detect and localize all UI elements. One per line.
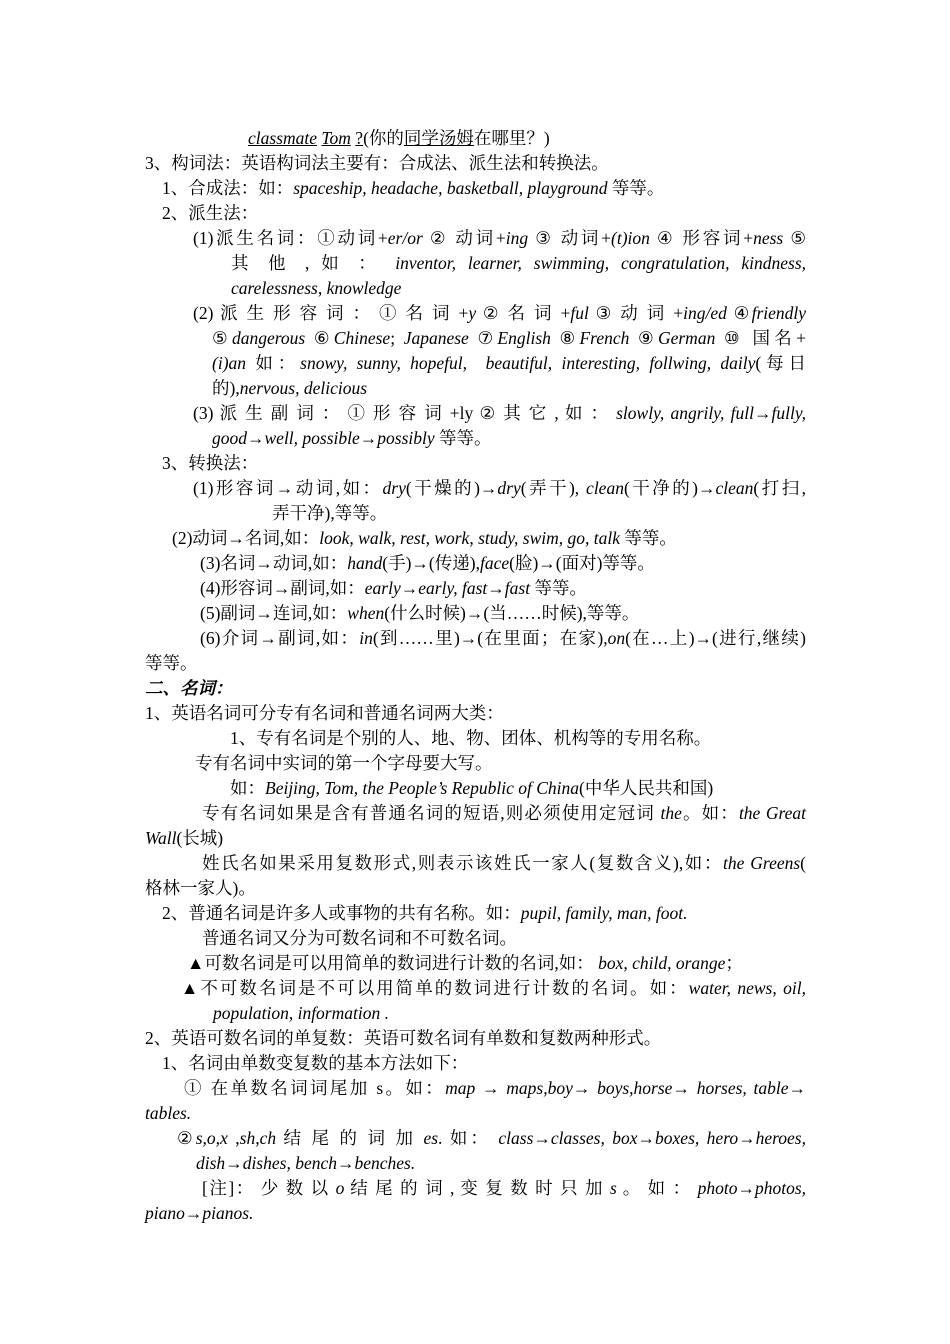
- text-line: (1)形容词→动词,如：dry(干燥的)→dry(弄干), clean(干净的)→clean(打扫,: [193, 478, 807, 498]
- text-line: (2) 派 生 形 容 词 ： ① 名 词 +y ② 名 词 +ful ③ 动 词 +ing/ed ④friendly: [193, 303, 807, 323]
- subsection-heading: 2、派生法：: [162, 203, 259, 223]
- text-line: good→well, possible→possibly 等等。: [212, 428, 492, 448]
- text-line: 1、英语名词可分专有名词和普通名词两大类：: [145, 703, 504, 723]
- section-heading: 二、名词：: [145, 678, 233, 698]
- text-line: piano→pianos.: [145, 1203, 254, 1223]
- text-line: 2、普通名词是许多人或事物的共有名称。如：pupil, family, man, foot.: [162, 903, 688, 923]
- text-line: 的),nervous, delicious: [212, 378, 368, 398]
- text-line: 普通名词又分为可数名词和不可数名词。: [202, 928, 517, 948]
- text-line: tables.: [145, 1103, 192, 1123]
- text-line: (2)动词→名词,如：look, walk, rest, work, study, swim, go, talk 等等。: [172, 528, 677, 548]
- text-line: 其 他 , 如 ： inventor, learner, swimming, congratulation, kindness,: [231, 253, 807, 273]
- text-line: (3)名词→动词,如：hand(手)→(传递),face(脸)→(面对)等等。: [200, 553, 655, 573]
- text-line: 等等。: [145, 653, 198, 673]
- text-line: 1、合成法：如：spaceship, headache, basketball, playground 等等。: [162, 178, 665, 198]
- text-line: classmate Tom ?(你的同学汤姆在哪里？): [248, 128, 550, 148]
- text-line: (4)形容词→副词,如：early→early, fast→fast 等等。: [200, 578, 587, 598]
- text-line: (3) 派 生 副 词 ： ① 形 容 词 +ly ② 其 它 , 如 ： slowly, angrily, full→fully,: [193, 403, 807, 423]
- text-line: (5)副词→连词,如：when(什么时候)→(当……时候),等等。: [200, 603, 640, 623]
- text-line: ▲不可数名词是不可以用简单的数词进行计数的名词。如：water, news, oil,: [181, 978, 806, 998]
- text-line: 专有名词如果是含有普通名词的短语,则必须使用定冠词 the。如：the Great: [202, 803, 807, 823]
- text-line: (6)介词→副词,如：in(到……里)→(在里面；在家),on(在…上)→(进行,继续): [200, 628, 807, 648]
- text-line: ②s,o,x ,sh,ch 结 尾 的 词 加 es. 如： class→classes, box→boxes, hero→heroes,: [177, 1128, 806, 1148]
- text-line: 格林一家人)。: [145, 878, 256, 898]
- text-line: ⑤dangerous ⑥Chinese; Japanese ⑦English ⑧French ⑨German ⑩ 国名+: [212, 328, 806, 348]
- text-line: carelessness, knowledge: [231, 278, 402, 298]
- text-line: dish→dishes, bench→benches.: [196, 1153, 416, 1173]
- section-heading: 3、构词法：英语构词法主要有：合成法、派生法和转换法。: [145, 153, 609, 173]
- text-line: [注]： 少 数 以 o 结 尾 的 词 , 变 复 数 时 只 加 s 。 如 ： photo→photos,: [202, 1178, 807, 1198]
- text-line: 专有名词中实词的第一个字母要大写。: [195, 753, 493, 773]
- text-line: (1)派生名词：①动词+er/or ② 动词+ing ③ 动词+(t)ion ④ 形容词+ness ⑤: [193, 228, 807, 248]
- text-line: 2、英语可数名词的单复数：英语可数名词有单数和复数两种形式。: [145, 1028, 662, 1048]
- text-line: population, information .: [213, 1003, 389, 1023]
- subsection-heading: 3、转换法：: [162, 453, 259, 473]
- text-line: Wall(长城): [145, 828, 224, 848]
- text-line: 如：Beijing, Tom, the People’s Republic of China(中华人民共和国): [230, 778, 714, 798]
- text-line: 弄干净),等等。: [272, 503, 388, 523]
- text-line: 1、名词由单数变复数的基本方法如下：: [162, 1053, 469, 1073]
- text-line: (i)an 如：snowy, sunny, hopeful, beautiful, interesting, follwing, daily(每日: [212, 353, 807, 373]
- text-line: ① 在单数名词词尾加 s。如：map → maps,boy→ boys,horse→ horses, table→: [184, 1078, 807, 1098]
- text-line: 1、专有名词是个别的人、地、物、团体、机构等的专用名称。: [230, 728, 712, 748]
- text-line: 姓氏名如果采用复数形式,则表示该姓氏一家人(复数含义),如：the Greens(: [202, 853, 806, 873]
- text-line: ▲可数名词是可以用简单的数词进行计数的名词,如： box, child, orange；: [187, 953, 743, 973]
